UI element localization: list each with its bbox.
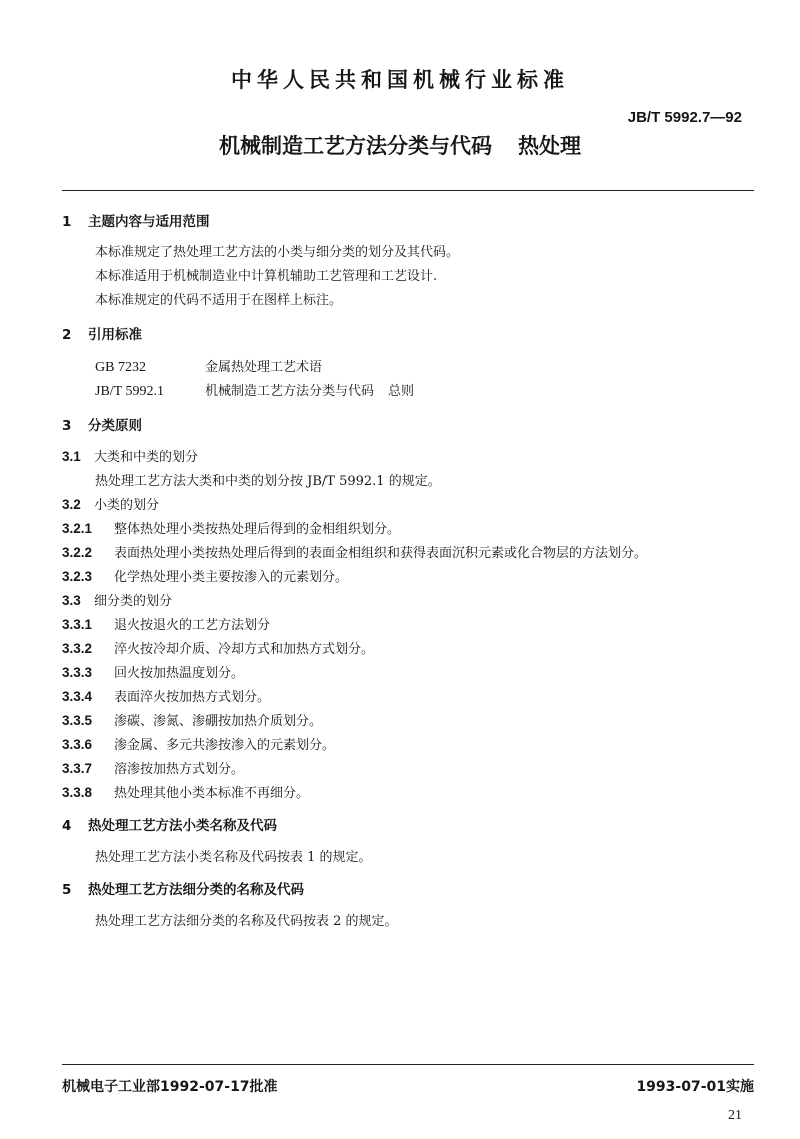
clause-3-3-4: [62, 686, 270, 705]
effective-date: 1993-07-01实施: [636, 1079, 754, 1095]
page-number: 21: [728, 1108, 742, 1123]
clause-3-1-body: 热处理工艺方法大类和中类的划分按 JB/T 5992.1 的规定。: [95, 474, 441, 489]
clause-text: 回火按加热温度划分。: [114, 666, 245, 681]
document-title: [0, 130, 800, 160]
reference-name: 金属热处理工艺术语: [205, 360, 323, 375]
section-number: 2: [62, 327, 72, 343]
clause-text: 热处理其他小类本标准不再细分。: [114, 786, 310, 801]
clause-3-3-8: [62, 782, 309, 801]
clause-3-3-5: [62, 710, 322, 729]
section-number: 1: [62, 214, 72, 230]
section-title: 热处理工艺方法小类名称及代码: [88, 818, 277, 834]
clause-3-3-6: [62, 734, 335, 753]
reference-item: [95, 356, 322, 376]
clause-number: 3.3.1: [62, 617, 93, 632]
clause-number: 3.3.8: [62, 785, 93, 800]
title-sub: 热处理: [518, 134, 581, 158]
section-title: 分类原则: [88, 418, 142, 434]
clause-number: 3.3.7: [62, 761, 93, 776]
section-1-paragraph-1: 本标准规定了热处理工艺方法的小类与细分类的划分及其代码。: [95, 245, 460, 260]
clause-text: 化学热处理小类主要按渗入的元素划分。: [114, 570, 349, 585]
reference-part: 总则: [388, 384, 415, 399]
clause-3-1: [62, 446, 198, 465]
clause-number: 3.3.3: [62, 665, 93, 680]
section-number: 3: [62, 418, 72, 434]
clause-3-2-1: [62, 518, 400, 537]
clause-3-2: [62, 494, 159, 513]
clause-3-3-7: [62, 758, 244, 777]
section-1-heading: [62, 210, 210, 230]
reference-name: 机械制造工艺方法分类与代码: [205, 384, 375, 399]
clause-number: 3.3.4: [62, 689, 93, 704]
clause-text: 整体热处理小类按热处理后得到的金相组织划分。: [114, 522, 401, 537]
header-divider: [62, 190, 754, 191]
clause-3-3-3: [62, 662, 244, 681]
section-5-heading: [62, 878, 304, 898]
clause-text: 退火按退火的工艺方法划分: [114, 618, 271, 633]
section-1-paragraph-3: 本标准规定的代码不适用于在图样上标注。: [95, 293, 343, 308]
section-2-heading: [62, 323, 142, 343]
section-3-heading: [62, 414, 142, 434]
title-main: 机械制造工艺方法分类与代码: [219, 134, 492, 158]
section-1-paragraph-2: 本标准适用于机械制造业中计算机辅助工艺管理和工艺设计.: [95, 269, 438, 284]
clause-3-3: [62, 590, 172, 609]
section-title: 引用标准: [88, 327, 142, 343]
clause-3-2-2: [62, 542, 647, 561]
clause-3-3-1: [62, 614, 270, 633]
reference-item: [95, 380, 414, 400]
issuing-organization: 中华人民共和国机械行业标准: [231, 68, 569, 92]
standard-number: JB/T 5992.7—92: [627, 109, 742, 126]
reference-code: GB 7232: [95, 360, 146, 375]
approval-date: 机械电子工业部1992-07-17批准: [62, 1079, 278, 1095]
clause-number: 3.3: [62, 593, 81, 608]
clause-text: 溶渗按加热方式划分。: [114, 762, 245, 777]
section-5-body: 热处理工艺方法细分类的名称及代码按表 2 的规定。: [95, 914, 398, 929]
clause-text: 渗碳、渗氮、渗硼按加热介质划分。: [114, 714, 323, 729]
clause-text: 渗金属、多元共渗按渗入的元素划分。: [114, 738, 336, 753]
section-number: 5: [62, 882, 72, 898]
clause-number: 3.3.6: [62, 737, 93, 752]
clause-text: 小类的划分: [94, 498, 160, 513]
clause-number: 3.3.5: [62, 713, 93, 728]
section-4-body: 热处理工艺方法小类名称及代码按表 1 的规定。: [95, 850, 372, 865]
clause-text: 淬火按冷却介质、冷却方式和加热方式划分。: [114, 642, 375, 657]
section-4-heading: [62, 814, 277, 834]
clause-3-2-3: [62, 566, 348, 585]
clause-text: 表面淬火按加热方式划分。: [114, 690, 271, 705]
clause-number: 3.1: [62, 449, 81, 464]
clause-number: 3.2.2: [62, 545, 93, 560]
clause-number: 3.2: [62, 497, 81, 512]
clause-text: 表面热处理小类按热处理后得到的表面金相组织和获得表面沉积元素或化合物层的方法划分。: [114, 546, 648, 561]
clause-3-3-2: [62, 638, 374, 657]
section-title: 主题内容与适用范围: [88, 214, 210, 230]
reference-code: JB/T 5992.1: [95, 384, 164, 399]
clause-number: 3.2.1: [62, 521, 93, 536]
clause-text: 细分类的划分: [94, 594, 173, 609]
footer-divider: [62, 1064, 754, 1065]
clause-text: 大类和中类的划分: [94, 450, 199, 465]
clause-number: 3.2.3: [62, 569, 93, 584]
section-title: 热处理工艺方法细分类的名称及代码: [88, 882, 304, 898]
section-number: 4: [62, 818, 72, 834]
clause-number: 3.3.2: [62, 641, 93, 656]
